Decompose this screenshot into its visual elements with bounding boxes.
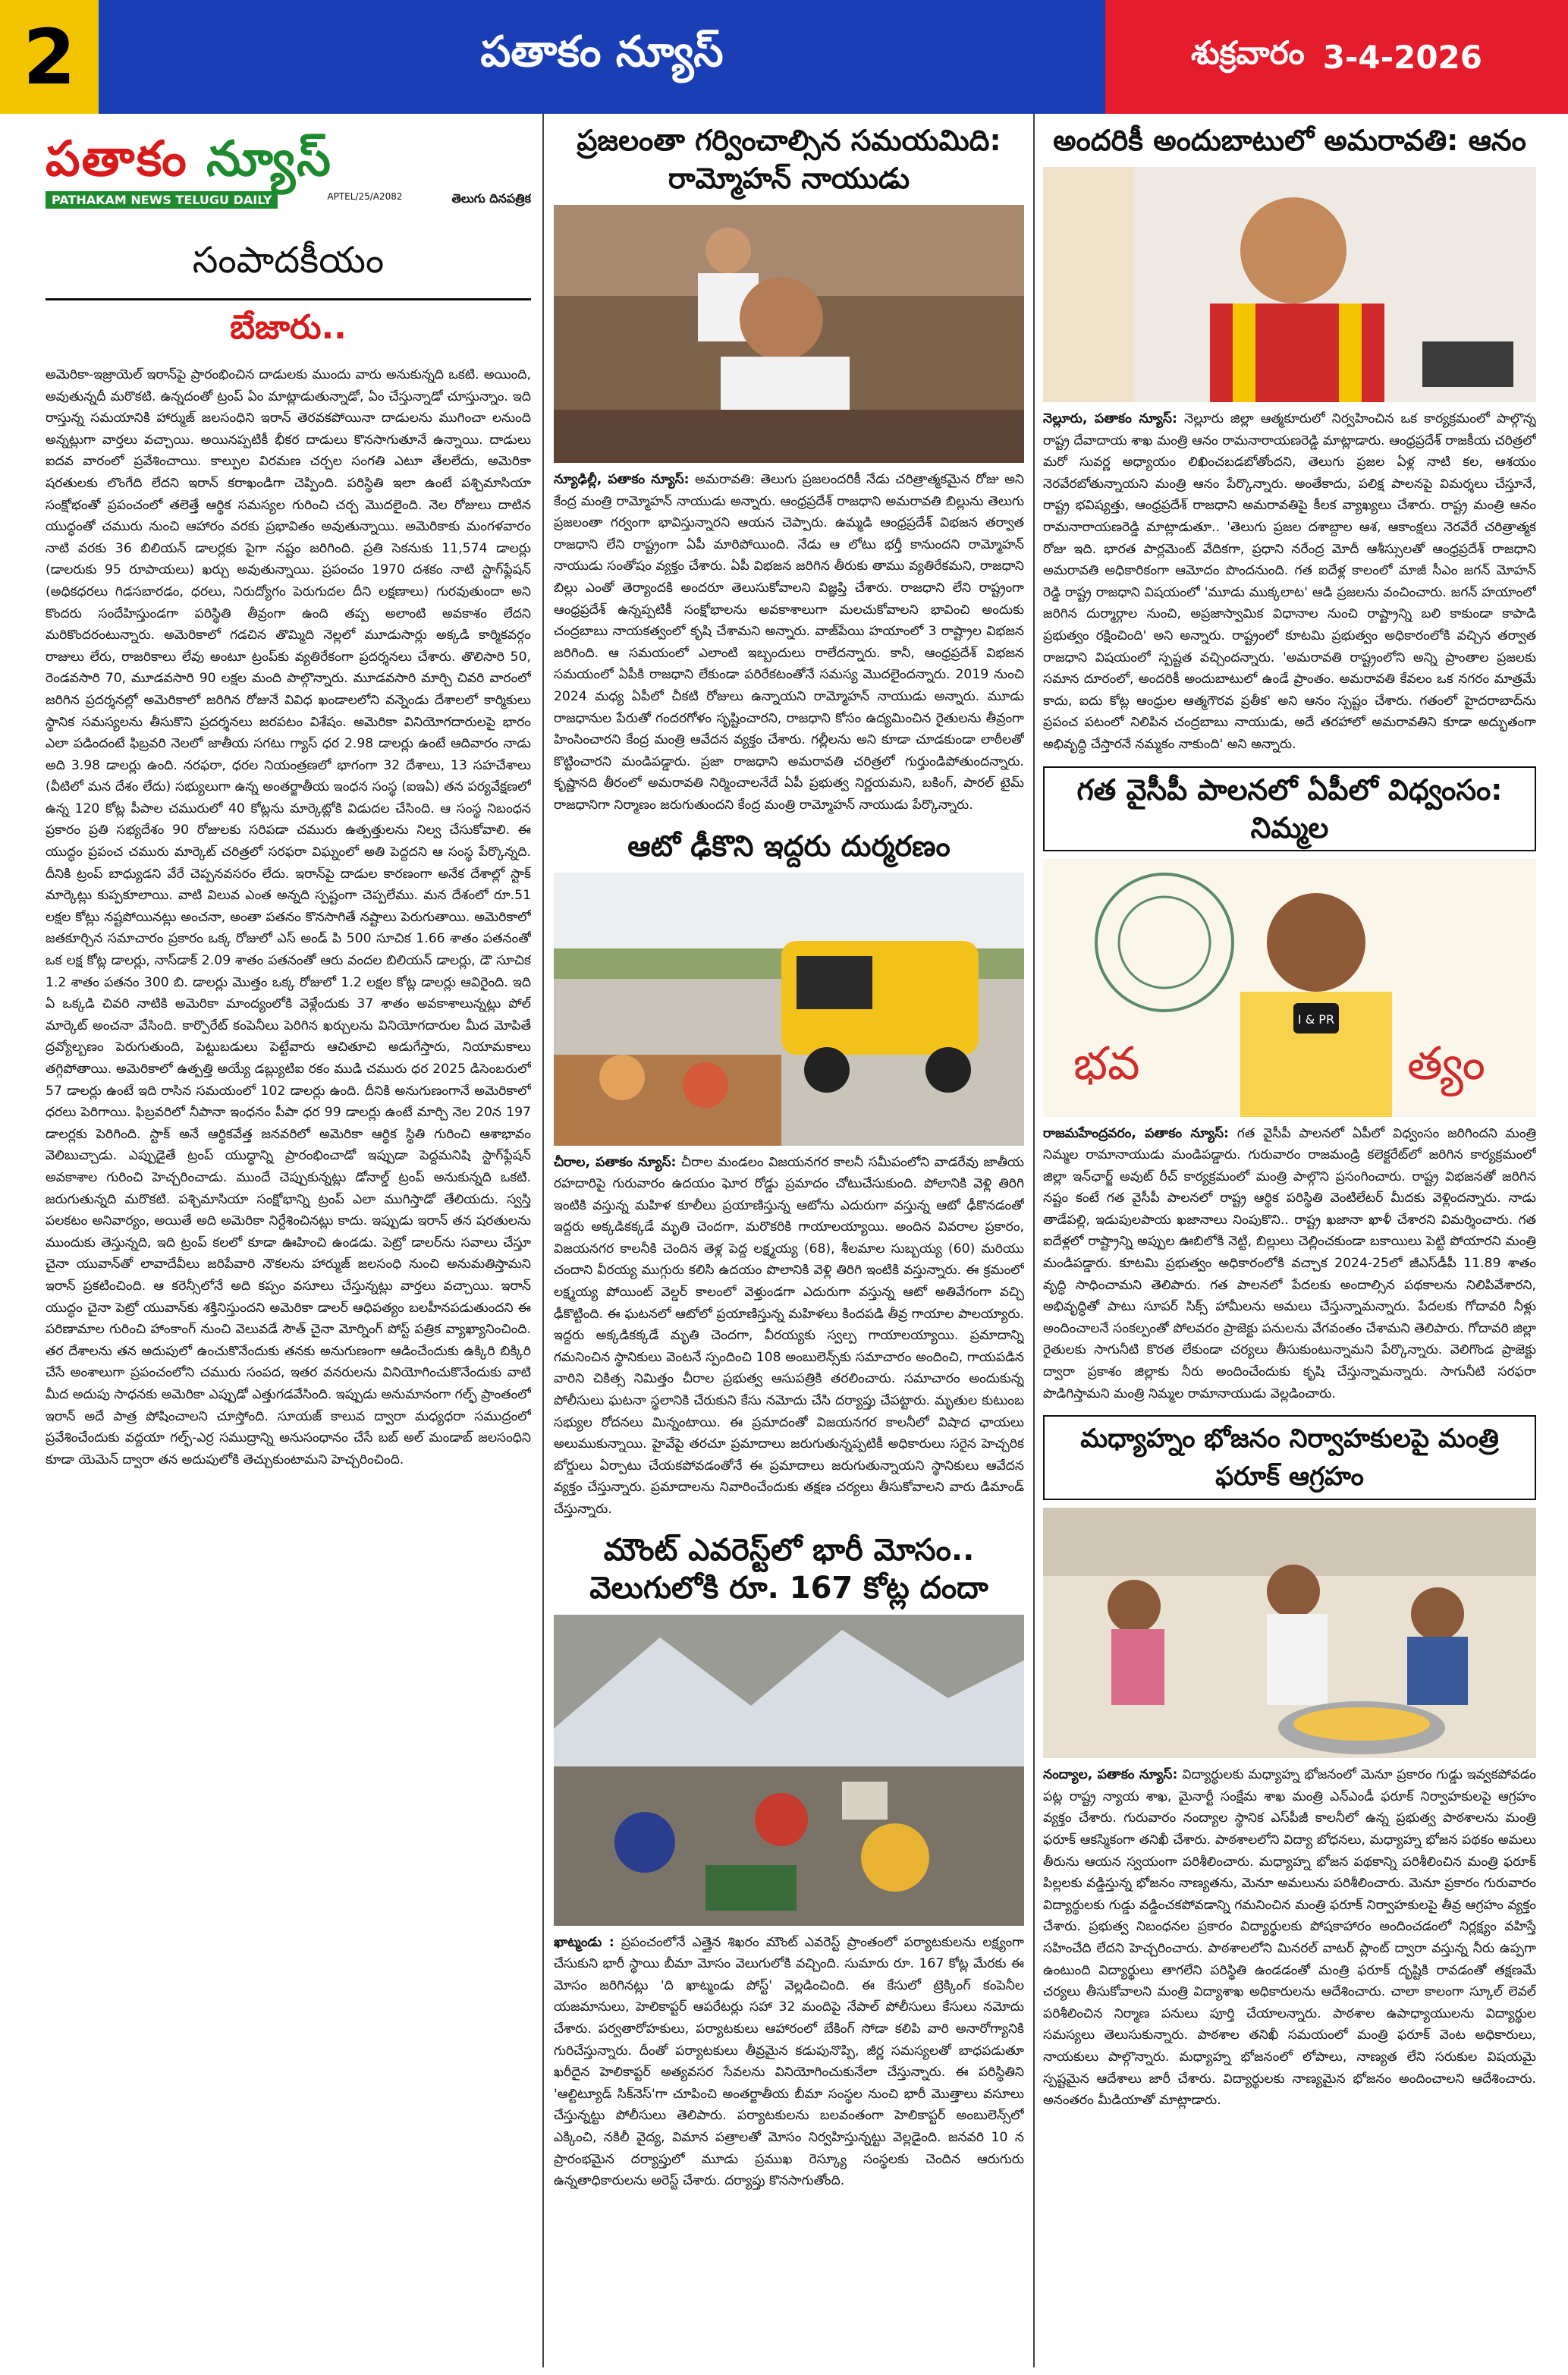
auto-photo-illustration (554, 873, 1024, 1146)
middle-column (554, 114, 1024, 2375)
farook-headline: మధ్యాహ్నం భోజనం నిర్వాహకులపై మంత్రి ఫరూక్ ఆగ్రహం (1043, 1415, 1536, 1500)
ram-photo-illustration (554, 205, 1024, 463)
page-number: 2 (0, 0, 99, 114)
page-header (0, 0, 1568, 114)
nimmala-body: గత వైసీపీ పాలనలో ఏపీలో విధ్వంసం జరిగిందని మంత్రి నిమ్మల రామానాయుడు మండిపడ్డారు. గురువారం రాజమండ్రి కలెక్టరేట్‌లో జరిగిన కార్యక్రమంలో జిల్లా ఇన్‌ఛార్జ్ అవుట్ రీచ్ కార్యక్రమంలో మంత్రి పాల్గొని ప్రసంగించారు. రాష్ట్ర విభజనతో జరిగిన నష్టం కంటే గత వైసీపీ పాలనలో రాష్ట్ర ఆర్థిక పరిస్థితి వెంటిలేటర్ మీదకు వెళ్లిందన్నారు. నాడు తాడేపల్లి, ఇడుపులపాయ ఖజానాలు నింపుకొని.. రాష్ట్ర ఖజానా ఖాళీ చేశారని విమర్శించారు. గత ఐదేళ్లలో రాష్ట్రాన్ని అప్పుల ఊబిలోకి నెట్టి, బిల్లులు చెల్లించకుండా బకాయిలు పెట్టి పోయారని మంత్రి మండిపడ్డారు. కూటమి ప్రభుత్వం అధికారంలోకి వచ్చాక 2024-25లో జీఎస్‌డీపీ 11.89 శాతం వృద్ధి సాధించామని తెలిపారు. గత పాలనలో పేదలకు అందాల్సిన పథకాలను నిలిపివేశారని, అభివృద్ధితో పాటు సూపర్ సిక్స్ హామీలను అమలు చేస్తున్నామన్నారు. పేదలకు గోదావరి నీళ్లు అందించాలనే సంకల్పంతో పోలవరం ప్రాజెక్టు పనులను వేగవంతం చేశామని తెలిపారు. గోదావరి జిల్లా రైతులకు సాగునీటి కొరత లేకుండా చర్యలు తీసుకుంటున్నామని పేర్కొన్నారు. వెలిగొండ ప్రాజెక్టు ద్వారా ప్రకాశం జిల్లాకు నీరు అందించేందుకు కృషి చేస్తున్నామన్నారు. సాగునీటి సరఫరా పొడిగిస్తామని మంత్రి నిమ్మల రామానాయుడు వెల్లడించారు. (1043, 1125, 1536, 1401)
logo-text-2: న్యూస్ (206, 131, 332, 187)
ram-headline: ప్రజలంతా గర్వించాల్సిన సమయమిది: రామ్మోహన్ నాయుడు (577, 124, 1001, 195)
nimmala-photo (1043, 859, 1536, 1117)
issue-date (1105, 0, 1568, 114)
issue-weekday: శుక్రవారం (1191, 34, 1305, 71)
everest-body: ప్రపంచంలోనే ఎత్తైన శిఖరం మౌంట్ ఎవరెస్ట్ ప్రాంతంలో పర్యాటకులను లక్ష్యంగా చేసుకుని భారీ స్థాయి బీమా మోసం వెలుగులోకి వచ్చింది. సుమారు రూ. 167 కోట్ల మేరకు ఈ మోసం జరిగినట్లు 'ది ఖాట్మండు పోస్ట్' వెల్లడించింది. ఈ కేసులో ట్రెక్కింగ్ కంపెనీల యజమానులు, హెలికాప్టర్ ఆపరేటర్లు సహా 32 మందిపై నేపాల్ పోలీసులు కేసులు నమోదు చేశారు. పర్వతారోహకులు, పర్యాటకులు ఆహారంలో బేకింగ్ సోడా కలిపి వారి అనారోగ్యానికి గురిచేస్తున్నారు. దీంతో పర్యాటకులు తీవ్రమైన కడుపునొప్పి, జీర్ణ సమస్యలతో బాధపడుతూ ఖరీదైన హెలికాప్టర్ అత్యవసర సేవలను వినియోగించుకునేలా చేస్తున్నారు. ఈ పరిస్థితిని 'ఆల్టిట్యూడ్ సిక్‌నెస్'గా చూపించి అంతర్జాతీయ బీమా సంస్థల నుంచి భారీ మొత్తాలు వసూలు చేస్తున్నట్టు పోలీసులు తెలిపారు. పర్యాటకులను బలవంతంగా హెలికాప్టర్ అంబులెన్స్‌లో ఎక్కించి, నకిలీ వైద్య, విమాన పత్రాలతో మోసం నిర్వహిస్తున్నట్టు వెల్లడైంది. జనవరి 10 న ప్రారంభమైన దర్యాప్తులో మూడు ప్రముఖ రెస్క్యూ సంస్థలకు చెందిన ఆరుగురు ఉన్నతాధికారులను అరెస్ట్ చేశారు. దర్యాప్తు కొనసాగుతోంది. (554, 1934, 1024, 2189)
farook-photo (1043, 1508, 1536, 1758)
nimmala-article (1043, 1123, 1536, 1405)
anam-photo-illustration (1043, 167, 1536, 402)
amaravati-body: నెల్లూరు జిల్లా ఆత్మకూరులో నిర్వహించిన ఒక కార్యక్రమంలో పాల్గొన్న రాష్ట్ర దేవాదాయ శాఖ మంత్రి ఆనం రామనారాయణరెడ్డి మాట్లాడారు. ఆంధ్రప్రదేశ్ రాజకీయ చరిత్రలో మరో సువర్ణ అధ్యాయం లిఖించబడబోతోందని, తెలుగు ప్రజల ఏళ్ల నాటి కల, ఆశయం నెరవేరబోతున్నాయని మంత్రి ఆనం పేర్కొన్నారు. అంతేకాదు, పలిక్ష పాలనపై విమర్శలు చేస్తూనే, రాష్ట్ర భవిష్యత్తు, ఆంధ్రప్రదేశ్ రాజధాని అమరావతిపై కీలక వ్యాఖ్యలు చేశారు. రాష్ట్ర మంత్రి ఆనం రామనారాయణరెడ్డి మాట్లాడుతూ.. 'తెలుగు ప్రజల దశాబ్దాల ఆశ, ఆకాంక్షలు నెరవేరే చరిత్రాత్మక రోజు ఇది. భారత పార్లమెంట్ వేదికగా, ప్రధాని నరేంద్ర మోదీ ఆశీస్సులతో ఆంధ్రప్రదేశ్ రాజధాని అమరావతి అధికారికంగా ఆమోదం పొందనుంది. గత ఐదేళ్ల కాలంలో మాజీ సీఎం జగన్ మోహన్ రెడ్డి రాష్ట్ర రాజధాని విషయంలో 'మూడు ముక్కలాట' ఆడి ప్రజలను వంచించారు. జగన్ హయాంలో జరిగిన దుర్మార్గాల నుంచి, అప్రజాస్వామిక విధానాల నుంచి రాష్ట్రాన్ని బలి కాకుండా కాపాడి ప్రభుత్వం రక్షించింది' అని అన్నారు. రాష్ట్రంలో కూటమి ప్రభుత్వం అధికారంలోకి వచ్చిన తర్వాత రాజధాని విషయంలో స్పష్టత వచ్చిందన్నారు. 'అమరావతి రాష్ట్రంలోని అన్ని ప్రాంతాల ప్రజలకు సమాన దూరంలో, అందరికీ అందుబాటులో ఉండే ప్రాంతం. అమరావతి కేవలం ఒక నగరం మాత్రమే కాదు, ఐదు కోట్ల ఆంధ్రుల ఆత్మగౌరవ ప్రతీక' అని ఆనం స్పష్టం చేశారు. గతంలో హైదరాబాద్‌ను ప్రపంచ పటంలో నిలిపిన చంద్రబాబు నాయుడు, అదే తరహాలో అమరావతిని కూడా అద్భుతంగా అభివృద్ధి చేస్తారనే నమ్మకం నాకుంది' అని అన్నారు. (1043, 411, 1536, 752)
ram-photo (554, 205, 1024, 463)
auto-headline: ఆటో ఢీకొని ఇద్దరు దుర్మరణం (627, 829, 951, 863)
amaravati-headline: అందరికీ అందుబాటులో అమరావతి: ఆనం (1053, 124, 1526, 157)
masthead-english-tag: PATHAKAM NEWS TELUGU DAILY (46, 191, 278, 209)
editorial-body: అమెరికా-ఇజ్రాయెల్ ఇరాన్‌పై ప్రారంభించిన దాడులకు ముందు వారు అనుకున్నది ఒకటి. అయింది, అవుతున్నదీ మరొకటి. ఉన్నదంతో ట్రంప్ ఏం మాట్లాడుతున్నాడో, ఏం చేస్తున్నాడో చూస్తున్నాం. ఇది రాస్తున్న సమయానికి హార్ముజ్ జలసంధిని ఇరాన్ తెరవకపోయినా దాడులను ముగించా లనుంది అన్నట్లుగా వార్తలు వచ్చాయి. అయినప్పటికీ భీకర దాడులు కొనసాగుతూనే ఉన్నాయి. దాడులు ఐదవ వారంలో ప్రవేశించాయి. కాల్పుల విరమణ చర్చల సంగతి ఎటూ తేలలేదు, అమెరికా షరతులకు లొంగేది లేదని ఇరాన్ కరాఖండిగా చెప్పింది. పరిస్థితి ఇలా ఉంటే పశ్చిమాసియా సంక్షోభంతో ప్రపంచంలో తలెత్తే ఆర్థిక సమస్యల గురించి చర్చ మొదలైంది. నెల రోజులు దాటిన యుద్ధంతో చమురు నుంచి ఆహారం వరకు ప్రభావితం అవుతున్నాయి. అమెరికాకు మంగళవారం నాటి వరకు 36 బిలియన్ డాలర్లకు పైగా నష్టం జరిగింది. ప్రతి సెకనుకు 11,574 డాలర్లు (డాలరుకు 95 రూపాయలు) ఖర్చు అవుతున్నాయి. ప్రపంచం 1970 దశకం నాటి స్టాగ్‌ఫ్లేషన్ (అధికధరలు గిడసబారడం, ధరలు, నిరుద్యోగం పెరుగుదల దీని లక్షణాలు) గురవుతుందా అని కొందరు సందేహిస్తుండగా పరిస్థితి తీవ్రంగా ఉంది తప్ప అలాంటి అవకాశం లేదని మరికొందరంటున్నారు. అమెరికాలో గడచిన తొమ్మిది నెల్లలో మూడుసార్లు అక్కడి కార్మికవర్గం రాజులు లేరు, రాజరికాలు లేవు అంటూ ట్రంప్‌కు వ్యతిరేకంగా ప్రదర్శనలు చేశారు. తొలిసారి 50, రెండవసారి 70, మూడవసారి 90 లక్షల మంది పాల్గొన్నారు. మూడవసారి మార్చి చివరి వారంలో జరిగిన ప్రదర్శనల్లో అమెరికాలో జరిగిన రోజునే వివిధ ఖండాలలోని వన్నెండు దేశాలలో కార్మికులు స్థానిక సమస్యలను తీసుకొని ప్రదర్శనలు జరపటం విశేషం. అమెరికా వినియోగదారులపై భారం ఎలా పడిందంటే ఫిబ్రవరి నెలలో జాతీయ సగటు గ్యాస్ ధర 2.98 డాలర్లు ఉంటే ఆదివారం నాడు అది 3.98 డాలర్లు ఉంది. నరఫరా, ధరల నియంత్రణలో భాగంగా 32 దేశాలు, 13 సహచేశాలు (వీటిలో మన దేశం లేదు) సభ్యులుగా ఉన్న అంతర్జాతీయ ఇంధన సంస్థ (ఐఇఏ) తన పర్యవేక్షణలో ఉన్న 120 కోట్ల పీపాల చమురులో 40 కోట్లను మార్కెట్లోకి విడుదల చేసింది. ఆ సంస్థ నిబంధన ప్రకారం ప్రతి సభ్యదేశం 90 రోజులకు సరిపడా చమురు ఉత్పత్తులను నిల్వ చేసుకోవాలి. ఈ యుద్ధం ప్రపంచ చమురు మార్కెట్ చరిత్రలో సరఫరా విఘ్నంలో అతి పెద్దదని ఆ సంస్థ పేర్కొన్నది. దీనికి ట్రంప్ బాధ్యుడని వేరే చెప్పనవసరం లేదు. ఇరాన్‌పై దాడుల కారణంగా అనేక దేశాల్లో స్టాక్ మార్కెట్లు కుప్పకూలాయి. వాటి విలువ ఎంత అన్నది స్పష్టంగా చెప్పలేము. మన దేశంలో రూ.51 లక్షల కోట్లు నష్టపోయినట్లు అంచనా, అంతా పతనం కొనసాగితే నష్టాలు పెరుగుతాయి. అమెరికాలో జతకూర్చిన సమాచారం ప్రకారం ఒక్క రోజులో ఎస్ అండ్ పి 500 సూచిక 1.66 శాతం పతనంతో ఒక లక్ష కోట్ల డాలర్లు, నాస్‌డాక్ 2.09 శాతం పతనంతో ఆరు వందల బిలియన్ డాలర్లు, డౌ సూచిక 1.2 శాతం పతనం 300 బి. డాలర్లు మొత్తం ఒక్క రోజులో 1.2 లక్షల కోట్ల డాలర్లు ఆవిరైంది. ఇది ఏ ఒక్కడి చివరి నాటికి అమెరికా మాంద్యంలోకి వెళ్లేందుకు 37 శాతం అవకాశాలున్నట్లు పోల్ మార్కెట్ అంచనా వేసింది. కార్పొరేట్ కంపెనీలు పెరిగిన ఖర్చులను వినియోగదారుల మీద మోపితే ద్రవ్యోల్బణం పెరుగుతుంది, పెట్టుబడులు పెట్టేవారు ఆచితూచి అడుగేస్తారు, నియామకాలు తగ్గిపోతాయి. అమెరికాలో ఉత్పత్తి అయ్యే డబ్ల్యుటిఐ రకం ముడి చమురు ధర 2025 డిసెంబరులో 57 డాలర్లు ఉంటే ఇది రాసిన సమయంలో 102 డాలర్లు ఉంది. దీనికి అనుగుణంగానే అమెరికాలో ధరలు పెరిగాయి. ఫిబ్రవరిలో నీపానా ఇంధనం పీపా ధర 99 డాలర్లు ఉంటే మార్చి నెల 20న 197 డాలర్లకు పెరిగింది. స్టాక్ అనే ఆర్థికవేత్త జనవరిలో అమెరికా ఆర్థిక స్థితి గురించి ఆశాభావం వెలిబుచ్చాడు. ఎప్పుడైతే ట్రంప్ యుద్ధాన్ని ప్రారంభించాడో ఇప్పుడా పెద్దమనిషి స్టాగ్‌ఫ్లేషన్ అవకాశాల గురించి హెచ్చరించాడు. ముందే చెప్పుకున్నట్లు డోనాల్డ్ ట్రంప్ అనుకున్నది ఒకటి. జరుగుతున్నది మరొకటి. పశ్చిమాసియా సంక్షోభాన్ని ట్రంప్ ఎలా ముగిస్తాడో తేలియదు. స్వస్తి పలకటం అనివార్యం, అయితే అది అమెరికా నిర్దేశించినట్లు కాదు. ఇప్పుడు ఇరాన్ తన షరతులను ముందుకు తెస్తున్నది, ఇది ట్రంప్ కలలో కూడా ఊహించి ఉండడు. పెట్రో డాలర్‌ను సవాలు చేస్తూ చైనా యువాన్‌తో లావాదేవీలు జరిపేవారి నౌకలను హార్ముజ్ జలసంధి నుంచి అనుమతిస్తామని ఇరాన్ ప్రకటించింది. ఆ కరెన్సీలోనే అది కప్పం వసూలు చేస్తున్నట్లు వార్తలు వచ్చాయి. ఇరాన్ యుద్ధం చైనా పెట్రో యువాన్‌కు శక్తినిస్తుందని అమెరికా డాలర్ ఆధిపత్యం బలహీనపడుతుందని ఈ పరిణామాల గురించి హాంకాంగ్ నుంచి వెలువడే సౌత్ చైనా మోర్నింగ్ పోస్ట్ పత్రిక వ్యాఖ్యానించింది. తర దేశాలను తన అదుపులో ఉంచుకొనేందుకు తనకు అనుగుణంగా ఆడించేందుకు ఉక్కిరి బిక్కిరి చేసే అంశాలుగా ప్రపంచంలోని చమురు సంపద, ఇతర వనరులను వినియోగించుకొనేందుకు వాటి మీద అదుపు సాధనకు అమెరికా ఎప్పుడో ఎత్తుగడవేసింది. ఇప్పుడు అనుమానంగా గల్ఫ్ ప్రాంతంలో ఇరాన్ అదే పాత్ర పోషించాలని చూస్తోంది. సూయజ్ కాలువ ద్వారా మధ్యధరా సముద్రంలో ప్రవేశించేందుకు వద్దయా గల్ఫ్-ఎర్ర సముద్రాన్ని అనుసంధానం చేసే బబ్ అల్ మండాబ్ జలసంధిని కూడా యెమెన్ ద్వారా తన అదుపులోకి తెచ్చుకుంటామని హెచ్చరించింది. (46, 367, 531, 1467)
auto-article (554, 1152, 1024, 1521)
editorial-headline: బేజారు.. (230, 308, 347, 347)
amaravati-dateline: నెల్లూరు, పతాకం న్యూస్: (1043, 411, 1177, 426)
auto-dateline: చీరాల, పతాకం న్యూస్: (554, 1154, 677, 1170)
everest-photo (554, 1615, 1024, 1926)
nimmala-mic-label: I & PR (1297, 1011, 1335, 1027)
masthead (46, 129, 531, 231)
everest-article (554, 1932, 1024, 2192)
issue-date-value: 3-4-2026 (1322, 38, 1482, 76)
farook-dateline: నంద్యాల, పతాకం న్యూస్: (1043, 1767, 1178, 1783)
ram-body: అమరావతి: తెలుగు ప్రజలందరికీ నేడు చరిత్రాత్మకమైన రోజు అని కేంద్ర మంత్రి రామ్మోహన్ నాయుడు అన్నారు. ఆంధ్రప్రదేశ్ రాజధాని అమరావతి బిల్లును తెలుగు ప్రజలంతా గర్వంగా భావిస్తున్నారని ఆయన చెప్పారు. ఉమ్మడి ఆంధ్రప్రదేశ్ విభజన తర్వాత రాజధాని లేని రాష్ట్రంగా ఏపీ మారిపోయింది. నేడు ఆ లోటు భర్తీ కానుందని రామ్మోహన్ నాయుడు సంతోషం వ్యక్తం చేశారు. ఏపీ విభజన జరిగిన తీరుకు తాము వ్యతిరేకమని, రాజధాని బిల్లు ఎంతో తెర్యాందకి అందరూ తెలుసుకోవాలని విజ్ఞప్తి చేశారు. రాజధాని లేని రాష్ట్రంగా ఆంధ్రప్రదేశ్ ఉన్నప్పటికీ సంక్షోభాలను అవకాశాలుగా మలచుకోవాలని భావించి అందుకు చంద్రబాబు నాయకత్వంలో కృషి చేశామని అన్నారు. వాజ్‌పేయి హయాంలో 3 రాష్ట్రాల విభజన జరిగింది. ఆ సమయంలో ఎలాంటి ఇబ్బందులు రాలేదన్నారు. కానీ, ఆంధ్రప్రదేశ్ విభజన సమయంలో ఏపీకి రాజధాని లేకుండా పరిరేకటంతోనే సమస్య మొదలైందన్నారు. 2019 నుంచి 2024 మధ్య ఏపీలో చీకటి రోజులు ఉన్నాయని రామ్మోహన్ నాయుడు అన్నారు. మూడు రాజధానుల పేరుతో గందరగోళం సృష్టించారని, రాజధాని కోసం ఉద్యమించిన రైతులను తీవ్రంగా హింసించారని కేంద్ర మంత్రి ఆవేదన వ్యక్తం చేశారు. గల్లీలను అని కూడా చూడకుండా లాఠీలతో కొట్టించారని మండిపడ్డారు. ప్రజా రాజధాని అమరావతి చరిత్రలో గుర్తుండిపోతుందన్నారు. కృష్ణానది తీరంలో అమరావతి నిర్మించాలనేదే ఏపీ ప్రభుత్వ నిర్ణయమని, బకింగ్, పారల్ టైమ్ రాజధానిగా నిర్మాణం జరుగుతుందని కేంద్ర మంత్రి రామ్మోహన్ నాయుడు పేర్కొన్నారు. (554, 472, 1024, 813)
farook-article (1043, 1764, 1536, 2112)
column-divider (1033, 114, 1035, 2367)
nimmala-photo-illustration (1043, 859, 1536, 1117)
right-column (1043, 114, 1536, 2375)
paper-name: పతాకం న్యూస్ (99, 0, 1105, 114)
farook-photo-illustration (1043, 1508, 1536, 1758)
amaravati-article (1043, 408, 1536, 756)
editorial-column (46, 114, 531, 2375)
nimmala-headline: గత వైసీపీ పాలనలో ఏపీలో విధ్వంసం: నిమ్మల (1043, 766, 1536, 851)
everest-headline-2: వెలుగులోకి రూ. 167 కోట్ల దందా (589, 1570, 988, 1606)
column-divider (542, 114, 544, 2367)
editorial-section-title: సంపాదకీయం (46, 239, 531, 300)
nimmala-dateline: రాజమహేంద్రవరం, పతాకం న్యూస్: (1043, 1125, 1229, 1141)
auto-photo (554, 873, 1024, 1146)
everest-photo-illustration (554, 1615, 1024, 1926)
masthead-logo (46, 129, 531, 190)
logo-text-1: పతాకం (46, 131, 188, 187)
farook-body: విద్యార్థులకు మధ్యాహ్న భోజనంలో మెనూ ప్రకారం గుడ్డు ఇవ్వకపోవడం పట్ల రాష్ట్ర న్యాయ శాఖ, మైనార్టీ సంక్షేమ శాఖ మంత్రి ఎన్‌ఎండీ ఫరూక్ నిర్వాహకులపై ఆగ్రహం వ్యక్తం చేశారు. గురువారం నంద్యాల స్థానిక ఎస్‌పీజీ కాలనీలో ఉన్న ప్రభుత్వ పాఠశాలను మంత్రి ఫరూక్ ఆకస్మికంగా తనిఖీ చేశారు. పాఠశాలలోని విద్యా బోధనలు, మధ్యాహ్న భోజన పథకం అమలు తీరును ఆయన స్వయంగా పరిశీలించారు. మధ్యాహ్న భోజన పథకాన్ని పరిశీలించిన మంత్రి ఫరూక్ పిల్లలకు వడ్డిస్తున్న భోజనం నాణ్యతను, మెనూ అమలును పరిశీలించారు. మెనూ ప్రకారం గురువారం విద్యార్థులకు గుడ్డు వడ్డించకపోవడాన్ని గమనించిన మంత్రి ఫరూక్ నిర్వాహకులపై తీవ్ర ఆగ్రహం వ్యక్తం చేశారు. ప్రభుత్వ నిబంధనల ప్రకారం విద్యార్థులకు పోషకాహారం అందించడంలో నిర్లక్ష్యం వహిస్తే సహించేది లేదని హెచ్చరించారు. పాఠశాలలోని మినరల్ వాటర్ ప్లాంట్ ద్వారా వస్తున్న నీరు ఉప్పగా ఉంటుంది విద్యార్థులు తాగలేని పరిస్థితి ఉండడంతో మంత్రి ఫరూక్ దృష్టికి రావడంతో తక్షణమే చర్యలు తీసుకోవాలని మంత్రి విద్యాశాఖ అధికారులను ఆదేశించారు. చాలా కాలంగా స్కూల్ లెవల్ పరిశీలించిన నిర్మాణ పనులు పూర్తి చేయాలన్నారు. పాఠశాల ఉపాధ్యాయులను విద్యార్థుల సమస్యలు తెలుసుకున్నారు. పాఠశాల తనిఖీ సమయంలో మంత్రి ఫరూక్ వెంట అధికారులు, నాయకులు పాల్గొన్నారు. మధ్యాహ్న భోజనంలో లోపాలు, నాణ్యత లేని సరుకుల విషయమై స్పష్టమైన ఆదేశాలు జారీ చేశారు. విద్యార్థులకు నాణ్యమైన భోజనం అందించాలని ఆదేశించారు. అనంతరం మీడియాతో మాట్లాడారు. (1043, 1767, 1536, 2109)
masthead-reg-no: APTEL/25/A2082 (327, 191, 403, 202)
everest-dateline: ఖాట్మండు : (554, 1934, 614, 1950)
ram-article (554, 469, 1024, 816)
masthead-subline (46, 191, 531, 209)
everest-headline-1: మౌంట్ ఎవరెస్ట్‌లో భారీ మోసం.. (603, 1532, 975, 1568)
anam-photo (1043, 167, 1536, 402)
nimmala-backdrop-text-2: త్యం (1407, 1037, 1485, 1090)
masthead-telugu-tag: తెలుగు దినపత్రిక (451, 191, 531, 206)
ram-dateline: న్యూఢిల్లీ, పతాకం న్యూస్: (554, 472, 690, 487)
auto-body: చీరాల మండలం విజయనగర కాలనీ సమీపంలోని వాడరేవు జాతీయ రహదారిపై గురువారం ఉదయం ఘోర రోడ్డు ప్రమాదం చోటుచేసుకుంది. పోలానికి వెళ్లి తిరిగి ఇంటికి వస్తున్న మహిళ కూలీలు ప్రయాణిస్తున్న ఆటోను ఎదురుగా వస్తున్న ఆటో ఢీకొనడంతో ఇద్దరు అక్కడికక్కడే మృతి చెందగా, మరొకరికి గాయాలయ్యాయి. అందిన వివరాల ప్రకారం, విజయనగర కాలనీకి చెందిన తెళ్ల పెద్ద లక్ష్మయ్య (68), శీలమాల సుబ్బయ్య (60) మరియు చందాని వీరయ్య ముగ్గురు కలిసి ఉదయం పొలానికి వెళ్లి తిరిగి ఇంటికి వస్తున్నారు. ఈ క్రమంలో లక్ష్మయ్య పోయింట్ వెల్డర్ కాలంలో వెళ్తుండగా ఎదురుగా వస్తున్న ఆటో అతివేగంగా వచ్చి ఢీకొట్టింది. ఈ ఘటనలో ఆటోలో ప్రయాణిస్తున్న మహిళలు కిందపడి తీవ్ర గాయాల పాలయ్యారు. ఇద్దరు అక్కడికక్కడే మృతి చెందగా, వీరయ్యకు స్వల్ప గాయాలయ్యాయి. ప్రమాదాన్ని గమనించిన స్థానికులు వెంటనే స్పందించి 108 అంబులెన్స్‌కు సమాచారం అందించి, గాయపడిన వారిని చికిత్స నిమిత్తం చీరాల ప్రభుత్వ ఆసుపత్రికి తరలించారు. సమాచారం అందుకున్న పోలీసులు ఘటనా స్థలానికి చేరుకుని కేసు నమోదు చేసి దర్యాప్తు చేపట్టారు. మృతుల కుటుంబ సభ్యుల రోదనలు మిన్నంటాయి. ఈ ప్రమాదంతో విజయనగర కాలనీలో విషాద ఛాయలు అలుముకున్నాయి. హైవేపై తరచూ ప్రమాదాలు జరుగుతున్నప్పటికీ అధికారులు సరైన హెచ్చరిక బోర్డులు ఏర్పాటు చేయకపోవడంతోనే ఈ ప్రమాదాలు జరుగుతున్నాయని స్థానికులు ఆవేదన వ్యక్తం చేస్తున్నారు. ప్రమాదాలను నివారించేందుకు తక్షణ చర్యలు తీసుకోవాలని వారు డిమాండ్ చేస్తున్నారు. (554, 1154, 1024, 1517)
nimmala-backdrop-text-1: భవ (1073, 1037, 1140, 1090)
